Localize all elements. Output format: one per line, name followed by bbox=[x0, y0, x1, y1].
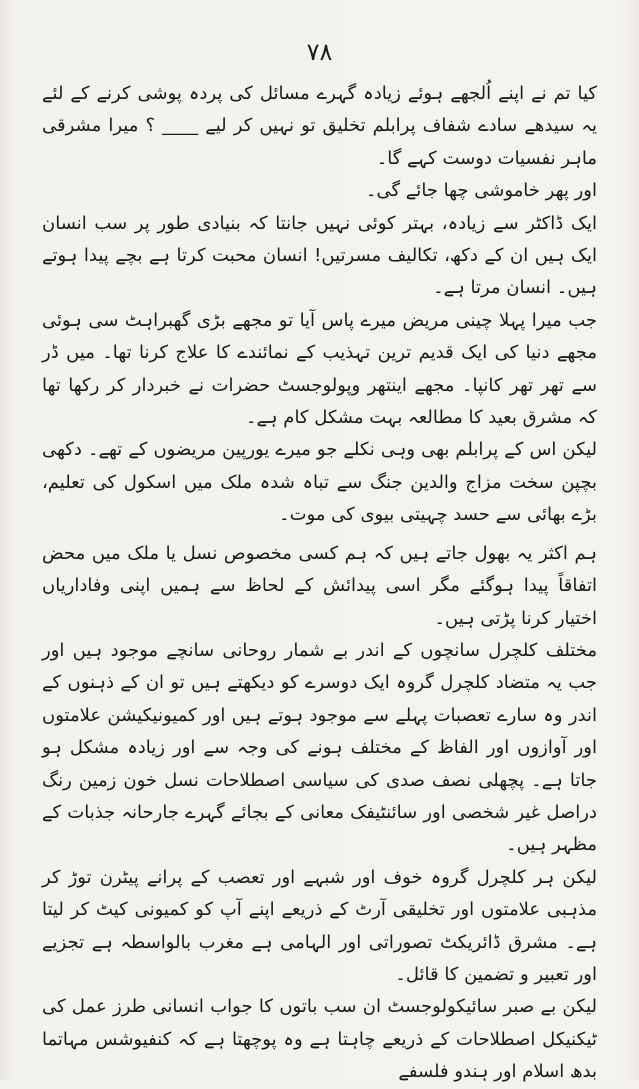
paragraph-9: لیکن بے صبر سائیکولوجسٹ ان سب باتوں کا جواب انسانی طرز عمل کی ٹیکنیکل اصطلاحات کے ذریعے چاہتا ہے وہ پوچھتا ہے کہ کنفیوشس مہاتما بدھ اسلام اور ہندو فلسفے bbox=[42, 996, 597, 1083]
body-text bbox=[42, 78, 597, 1089]
paragraph-1: کیا تم نے اپنے اُلجھے ہوئے زیادہ گہرے مسائل کی پردہ پوشی کرنے کے لئے یہ سیدھے سادے شفاف پرابلم تخلیق تو نہیں کر لیے ____ ؟ میرا مشرقی ماہر نفسیات دوست کہے گا۔ bbox=[42, 83, 597, 169]
paragraph-3: ایک ڈاکٹر سے زیادہ، بہتر کوئی نہیں جانتا کہ بنیادی طور پر سب انسان ایک ہیں ان کے دکھ، تکالیف مسرتیں! انسان محبت کرتا ہے بچے پیدا ہوتے ہیں۔ انسان مرتا ہے۔ bbox=[42, 212, 597, 299]
paragraph-2: اور پھر خاموشی چھا جائے گی۔ bbox=[365, 180, 597, 202]
page-number: ٧٨ bbox=[306, 38, 333, 66]
paragraph-5: لیکن اس کے پرابلم بھی وہی نکلے جو میرے یورپین مریضوں کے تھے۔ دکھی بچپن سخت مزاج والدین جنگ سے تباہ شدہ ملک میں اسکول کی تعلیم، بڑے بھائی سے حسد چہیتی بیوی کی موت۔ bbox=[42, 439, 597, 526]
paragraph-4: جب میرا پہلا چینی مریض میرے پاس آیا تو مجھے بڑی گھبراہٹ سی ہوئی مجھے دنیا کی ایک قدیم ترین تہذیب کے نمائندے کا علاج کرنا تھا۔ میں ڈر سے تھر تھر کانپا۔ مجھے اینتھر وپولوجسٹ حضرات نے خبردار کر رکھا تھا کہ مشرق بعید کا مطالعہ بہت مشکل کام ہے۔ bbox=[42, 309, 597, 429]
paragraph-7: مختلف کلچرل سانچوں کے اندر بے شمار روحانی سانچے موجود ہیں اور جب یہ متضاد کلچرل گروہ ایک دوسرے کو دیکھتے ہیں تو ان کے ذہنوں کے اندر وہ سارے تعصبات پہلے سے موجود ہوتے ہیں اور کمیونیکیشن علامتوں اور آوازوں اور الفاظ کے مختلف ہونے کی وجہ سے اور زیادہ مشکل ہو جاتا ہے۔ پچھلی نصف صدی کی سیاسی اصطلاحات نسل خون زمین رنگ دراصل غیر شخصی اور سائنٹیفک معانی کے بجائے گہرے جارحانہ جذبات کے مظہر ہیں۔ bbox=[42, 639, 597, 856]
paragraph-8: لیکن ہر کلچرل گروہ خوف اور شبہے اور تعصب کے پرانے پیٹرن توڑ کر مذہبی علامتوں اور تخلیقی آرٹ کے ذریعے اپنے آپ کو کمیونی کیٹ کر لیتا ہے۔ مشرق ڈائریکٹ تصوراتی اور الہامی ہے مغرب بالواسطہ ہے تجزیے اور تعبیر و تضمین کا قائل۔ bbox=[42, 866, 597, 985]
paragraph-6: ہم اکثر یہ بھول جاتے ہیں کہ ہم کسی مخصوص نسل یا ملک میں محض اتفاقاً پیدا ہوگئے مگر اسی پیدائش کے لحاظ سے ہمیں اپنی وفاداریاں اختیار کرنا پڑتی ہیں۔ bbox=[42, 542, 597, 629]
